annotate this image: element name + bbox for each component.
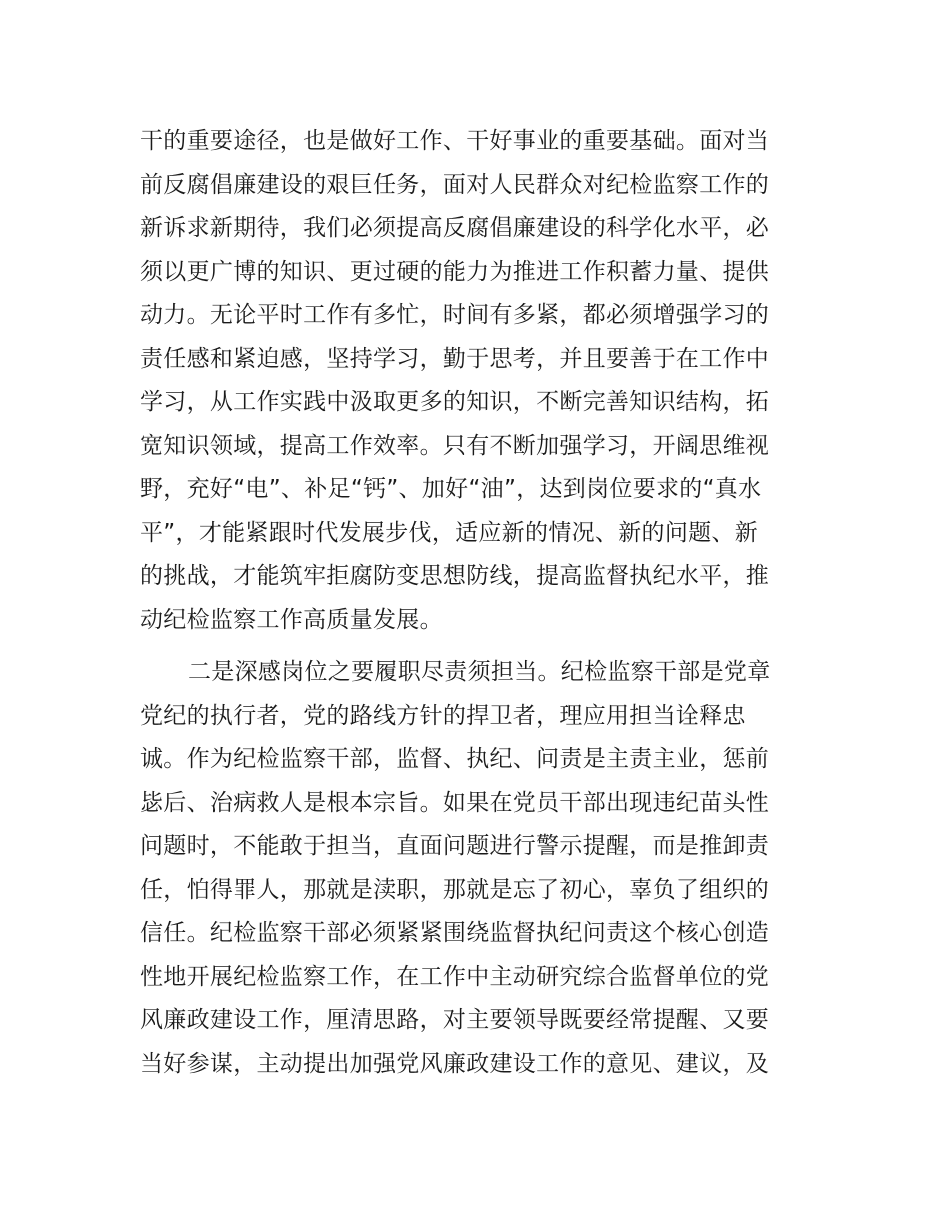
- text-line: 平”，才能紧跟时代发展步伐，适应新的情况、新的问题、新: [140, 519, 759, 546]
- text-line: 干的重要途径，也是做好工作、干好事业的重要基础。面对当: [140, 128, 770, 154]
- text-line: 新诉求新期待，我们必须提高反腐倡廉建设的科学化水平，必: [140, 215, 770, 241]
- text-line: 问题时，不能敢于担当，直面问题进行警示提醒，而是推卸责: [140, 833, 770, 859]
- text-line: 动纪检监察工作高质量发展。: [140, 606, 443, 633]
- document-body: [140, 120, 820, 1086]
- text-line: 学习，从工作实践中汲取更多的知识，不断完善知识结构，拓: [140, 389, 770, 415]
- text-line: 的挑战，才能筑牢拒腐防变思想防线，提高监督执纪水平，推: [140, 563, 770, 589]
- text-line: 毖后、治病救人是根本宗旨。如果在党员干部出现违纪苗头性: [140, 789, 770, 816]
- text-line: 党纪的执行者，党的路线方针的捍卫者，理应用担当诠释忠: [140, 702, 746, 729]
- text-line: 野，充好“电”、补足“钙”、加好“油”，达到岗位要求的“真水: [140, 476, 762, 502]
- text-line: 风廉政建设工作，厘清思路，对主要领导既要经常提醒、又要: [140, 1007, 770, 1033]
- paragraph-2: [140, 651, 820, 1086]
- text-line: 前反腐倡廉建设的艰巨任务，面对人民群众对纪检监察工作的: [140, 171, 770, 198]
- paragraph-1: [140, 120, 820, 642]
- text-line: 信任。纪检监察干部必须紧紧围绕监督执纪问责这个核心创造: [140, 920, 770, 946]
- text-line: 动力。无论平时工作有多忙，时间有多紧，都必须增强学习的: [140, 302, 770, 328]
- text-line: 任，怕得罪人，那就是渎职，那就是忘了初心，辜负了组织的: [140, 876, 770, 903]
- text-line: 性地开展纪检监察工作，在工作中主动研究综合监督单位的党: [140, 963, 770, 990]
- text-line: 当好参谋，主动提出加强党风廉政建设工作的意见、建议，及: [140, 1050, 770, 1077]
- text-line: 须以更广博的知识、更过硬的能力为推进工作积蓄力量、提供: [140, 258, 770, 285]
- text-line: 诚。作为纪检监察干部，监督、执纪、问责是主责主业，惩前: [140, 746, 770, 772]
- text-line-first: 二是深感岗位之要履职尽责须担当。纪检监察干部是党章: [188, 659, 771, 685]
- text-line: 宽知识领域，提高工作效率。只有不断加强学习，开阔思维视: [140, 432, 770, 459]
- text-line: 责任感和紧迫感，坚持学习，勤于思考，并且要善于在工作中: [140, 345, 770, 372]
- paragraph-spacer: [140, 642, 820, 651]
